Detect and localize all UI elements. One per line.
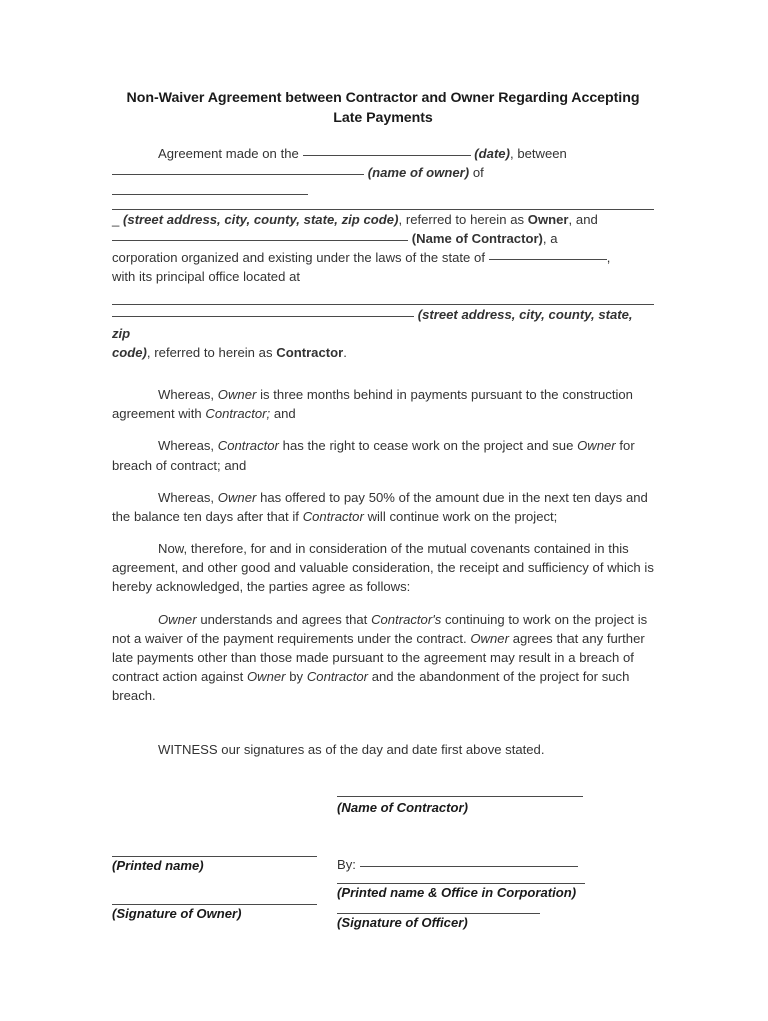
recital-mid: is three months behind in payments pursuant to the construction agreement with bbox=[112, 387, 633, 422]
owner-term: Owner bbox=[527, 211, 569, 227]
referred-contractor-text: , referred to herein as bbox=[146, 344, 277, 360]
spacer bbox=[112, 718, 654, 740]
paragraph-corporation-state bbox=[112, 248, 654, 267]
between-text: , between bbox=[509, 146, 567, 162]
recital-term-contractor: Contractor bbox=[217, 438, 279, 454]
agreement-lead-text: Agreement made on the bbox=[158, 146, 299, 162]
signature-columns bbox=[112, 856, 654, 950]
paragraph-principal-office bbox=[112, 267, 654, 286]
paragraph-consideration: Now, therefore, for and in consideration of the mutual covenants contained in this agreement, and other good and valuable consideration, the receipt and sufficiency of which is hereby acknowledged, the parties agree as follows: bbox=[112, 541, 654, 595]
contractor-name-block bbox=[337, 796, 583, 816]
owner-name-fill-rule[interactable] bbox=[112, 174, 364, 175]
recital-owner-offer bbox=[112, 488, 654, 526]
covenant-text-2: continuing to work on the project is not a waiver of the payment requirements under the contract. bbox=[112, 611, 648, 646]
paragraph-owner-address-blank bbox=[112, 183, 654, 202]
state-fill-rule[interactable] bbox=[489, 259, 607, 260]
printed-name-caption: (Printed name) bbox=[112, 857, 204, 873]
covenant-term-owner-2: Owner bbox=[470, 630, 509, 646]
date-fill-rule[interactable] bbox=[303, 155, 471, 156]
name-of-contractor-label: (Name of Contractor) bbox=[411, 231, 543, 246]
recital-term-owner: Owner bbox=[217, 387, 257, 403]
recital-lead: Whereas, bbox=[158, 489, 218, 505]
spacer bbox=[112, 816, 654, 838]
recital-tail: and bbox=[270, 406, 296, 422]
recital-term-contractor: Contractor; bbox=[205, 406, 271, 422]
recital-term-owner: Owner bbox=[217, 489, 257, 505]
paragraph-covenant bbox=[112, 610, 654, 706]
contractor-address-fill-rule[interactable] bbox=[112, 316, 414, 317]
date-label: (date) bbox=[474, 146, 510, 162]
spacer bbox=[112, 287, 654, 297]
contractor-name-caption: (Name of Contractor) bbox=[337, 799, 468, 815]
paragraph-agreement-made bbox=[112, 144, 654, 163]
by-fill-rule[interactable] bbox=[360, 866, 578, 867]
spacer bbox=[112, 782, 654, 796]
paragraph-owner-name bbox=[112, 163, 654, 182]
street-address-label-owner: (street address, city, county, state, zip code) bbox=[123, 211, 399, 227]
spacer bbox=[337, 901, 637, 913]
of-text: of bbox=[472, 165, 484, 181]
contractor-term: Contractor bbox=[276, 344, 344, 360]
document-content bbox=[112, 88, 654, 950]
signature-of-owner-caption: (Signature of Owner) bbox=[112, 905, 242, 921]
by-row bbox=[337, 856, 637, 873]
period-text: . bbox=[343, 344, 347, 360]
covenant-term-contractors: Contractor's bbox=[371, 611, 442, 627]
covenant-text-5: and the abandonment of the project for such breach. bbox=[112, 669, 630, 704]
by-label: By: bbox=[337, 856, 356, 872]
referred-owner-text: , referred to herein as bbox=[398, 211, 528, 227]
recital-mid: has the right to cease work on the project and sue bbox=[278, 438, 578, 454]
covenant-text-1: understands and agrees that bbox=[196, 611, 372, 627]
covenant-term-contractor-2: Contractor bbox=[306, 669, 368, 685]
recital-lead: Whereas, bbox=[158, 438, 218, 454]
spacer bbox=[112, 874, 317, 904]
recital-tail: for breach of contract; and bbox=[112, 438, 635, 473]
recital-mid: has offered to pay 50% of the amount due in the next ten days and the balance ten days after that if bbox=[112, 489, 648, 524]
owner-address-fill-rule[interactable] bbox=[112, 194, 308, 195]
spacer bbox=[112, 375, 654, 385]
recital-term-contractor: Contractor bbox=[302, 508, 364, 524]
contractor-name-fill-rule[interactable] bbox=[112, 240, 408, 241]
printed-office-caption: (Printed name & Office in Corporation) bbox=[337, 884, 577, 900]
code-word: code) bbox=[112, 344, 147, 360]
recital-owner-behind bbox=[112, 385, 654, 423]
owner-signature-column bbox=[112, 856, 317, 922]
recital-tail: will continue work on the project; bbox=[363, 508, 558, 524]
paragraph-contractor-address-label bbox=[112, 305, 654, 343]
paragraph-owner-designation bbox=[112, 210, 654, 229]
corp-a-text: , a bbox=[542, 231, 558, 246]
recital-contractor-rights bbox=[112, 436, 654, 474]
covenant-term-owner-1: Owner bbox=[158, 611, 197, 627]
covenant-term-owner-3: Owner bbox=[246, 669, 286, 685]
paragraph-contractor-designation bbox=[112, 343, 654, 362]
paragraph-contractor-name bbox=[112, 229, 654, 248]
covenant-text-3: agrees that any further late payments other than those made pursuant to the agreement may result in a breach of contract action against bbox=[112, 630, 645, 685]
page-title: Non-Waiver Agreement between Contractor and Owner Regarding Accepting Late Payments bbox=[126, 90, 640, 127]
witness-statement: WITNESS our signatures as of the day and date first above stated. bbox=[158, 742, 545, 758]
principal-office-text: with its principal office located at bbox=[112, 269, 301, 285]
spacer bbox=[112, 838, 654, 856]
recital-lead: Whereas, bbox=[158, 387, 218, 403]
contractor-name-signature-rule[interactable] bbox=[337, 796, 583, 797]
corporation-state-text: corporation organized and existing under the laws of the state of bbox=[112, 250, 485, 266]
street-address-label-contractor: (street address, city, county, state, zip bbox=[112, 306, 633, 341]
signature-of-officer-caption: (Signature of Officer) bbox=[337, 914, 468, 930]
and-suffix-text: , and bbox=[568, 211, 598, 227]
officer-signature-column bbox=[337, 856, 637, 931]
recital-term-owner: Owner bbox=[577, 438, 616, 454]
corp-comma: , bbox=[606, 250, 611, 266]
leading-underscore: _ bbox=[112, 211, 120, 227]
name-of-owner-label: (name of owner) bbox=[367, 165, 470, 181]
spacer bbox=[112, 760, 654, 782]
spacer bbox=[337, 873, 637, 883]
covenant-text-4: by bbox=[285, 669, 307, 685]
